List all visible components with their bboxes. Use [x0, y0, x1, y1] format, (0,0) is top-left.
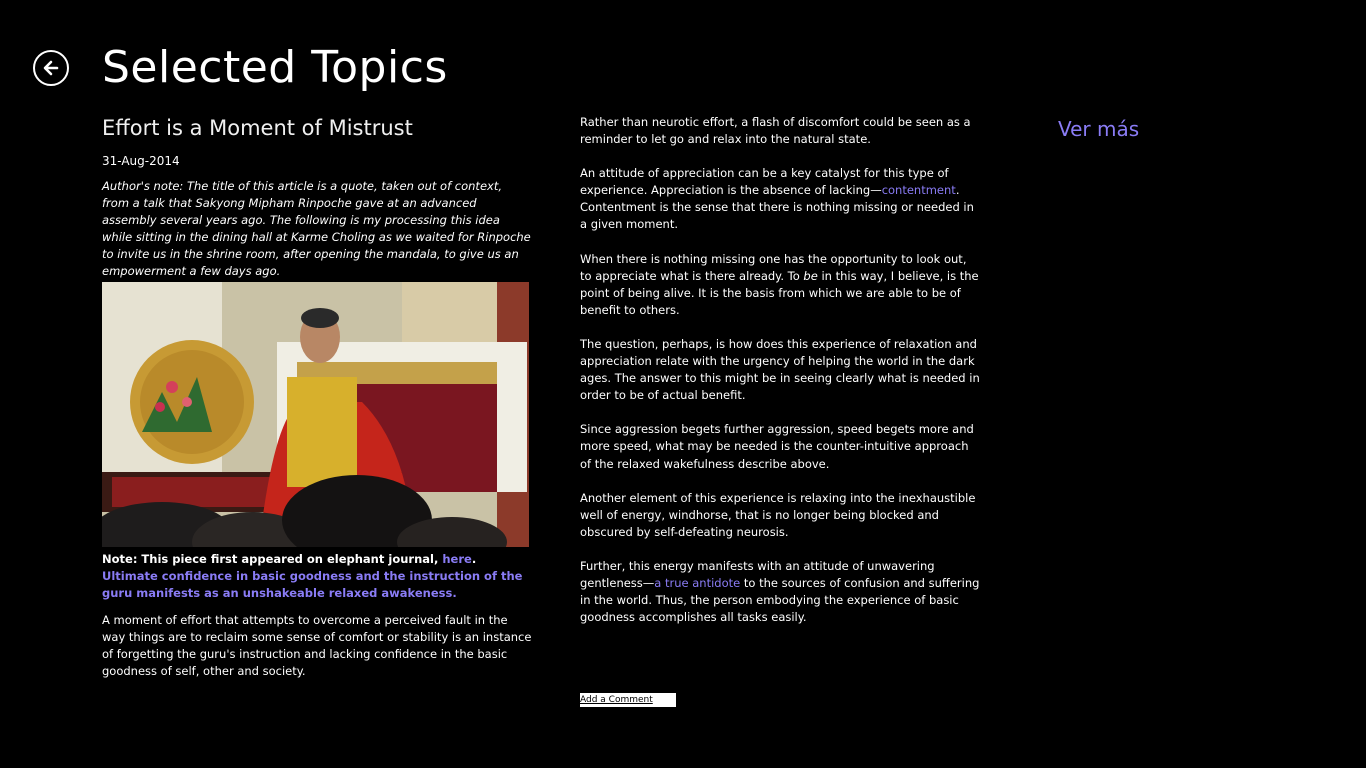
body-paragraph-7: Another element of this experience is relaxing into the inexhaustible well of energy, windhorse, that is no longer being blocked and obscured by self-defeating neurosis.: [580, 490, 976, 539]
p3-text-after: . Contentment is the sense that there is nothing missing or needed in a given moment.: [580, 183, 974, 232]
p8-text-after: to the sources of confusion and suffering in the world. Thus, the person embodying the experience of basic goodness accomplishes all tasks easily.: [580, 575, 980, 625]
article-column-2: [580, 114, 980, 643]
p4-text: When there is nothing missing one has the opportunity to look out, to appreciate what is there already. To: [580, 251, 967, 283]
body-paragraph-1: A moment of effort that attempts to overcome a perceived fault in the way things are to reclaim some sense of comfort or stability is an instance of forgetting the guru's instruction and lacking confidence in the basic goodness of self, other and society.: [102, 612, 532, 678]
p4-text-after: in this way, I believe, is the point of being alive. It is the basis from which we are able to be of benefit to others.: [580, 268, 979, 317]
article-column-1: [102, 114, 532, 680]
body-paragraph-8: [580, 558, 980, 626]
body-paragraph-4: [580, 251, 980, 319]
article-date: 31-Aug-2014: [102, 154, 180, 168]
body-paragraph-3: [580, 165, 980, 233]
author-note: Author's note: The title of this article is a quote, taken out of context, from a talk that Sakyong Mipham Rinpoche gave at an advanced assembly several years ago. The following is my processing this idea while sitting in the dining hall at Karme Choling as we waited for Rinpoche to invite us in the shrine room, after opening the mandala, to give us an empowerment a few days ago.: [102, 179, 531, 279]
p3-text: An attitude of appreciation can be a key catalyst for this type of experience. Appreciation is the absence of lacking—: [580, 166, 949, 198]
p8-text: Further, this energy manifests with an attitude of unwavering gentleness—: [580, 558, 935, 590]
body-paragraph-2: Rather than neurotic effort, a flash of discomfort could be seen as a reminder to let go and relax into the natural state.: [580, 115, 971, 147]
body-paragraph-6: Since aggression begets further aggression, speed begets more and more speed, what may be needed is the counter-intuitive approach of the relaxed wakefulness describe above.: [580, 422, 974, 471]
ver-mas-link[interactable]: Ver más: [1058, 117, 1140, 141]
highlight-quote: Ultimate confidence in basic goodness and the instruction of the guru manifests as an unshakeable relaxed awakeness.: [102, 568, 523, 600]
true-antidote-link[interactable]: a true antidote: [654, 575, 741, 590]
contentment-link[interactable]: contentment: [881, 183, 956, 198]
article-title: Effort is a Moment of Mistrust: [102, 116, 413, 140]
page-title: Selected Topics: [102, 42, 448, 93]
note-suffix: .: [471, 551, 477, 566]
back-arrow-icon: [41, 58, 61, 78]
body-paragraph-5: The question, perhaps, is how does this experience of relaxation and appreciation relate with the urgency of helping the world in the dark ages. The answer to this might be in seeing clearly what is needed in order to be of actual benefit.: [580, 336, 980, 403]
article-photo: [102, 282, 529, 547]
back-button[interactable]: [33, 50, 69, 86]
note-paragraph: [102, 551, 532, 568]
p4-emphasis: be: [803, 268, 818, 283]
here-link[interactable]: here: [442, 551, 472, 566]
add-comment-button[interactable]: Add a Comment: [580, 693, 676, 707]
note-text: Note: This piece first appeared on elephant journal,: [102, 551, 443, 566]
